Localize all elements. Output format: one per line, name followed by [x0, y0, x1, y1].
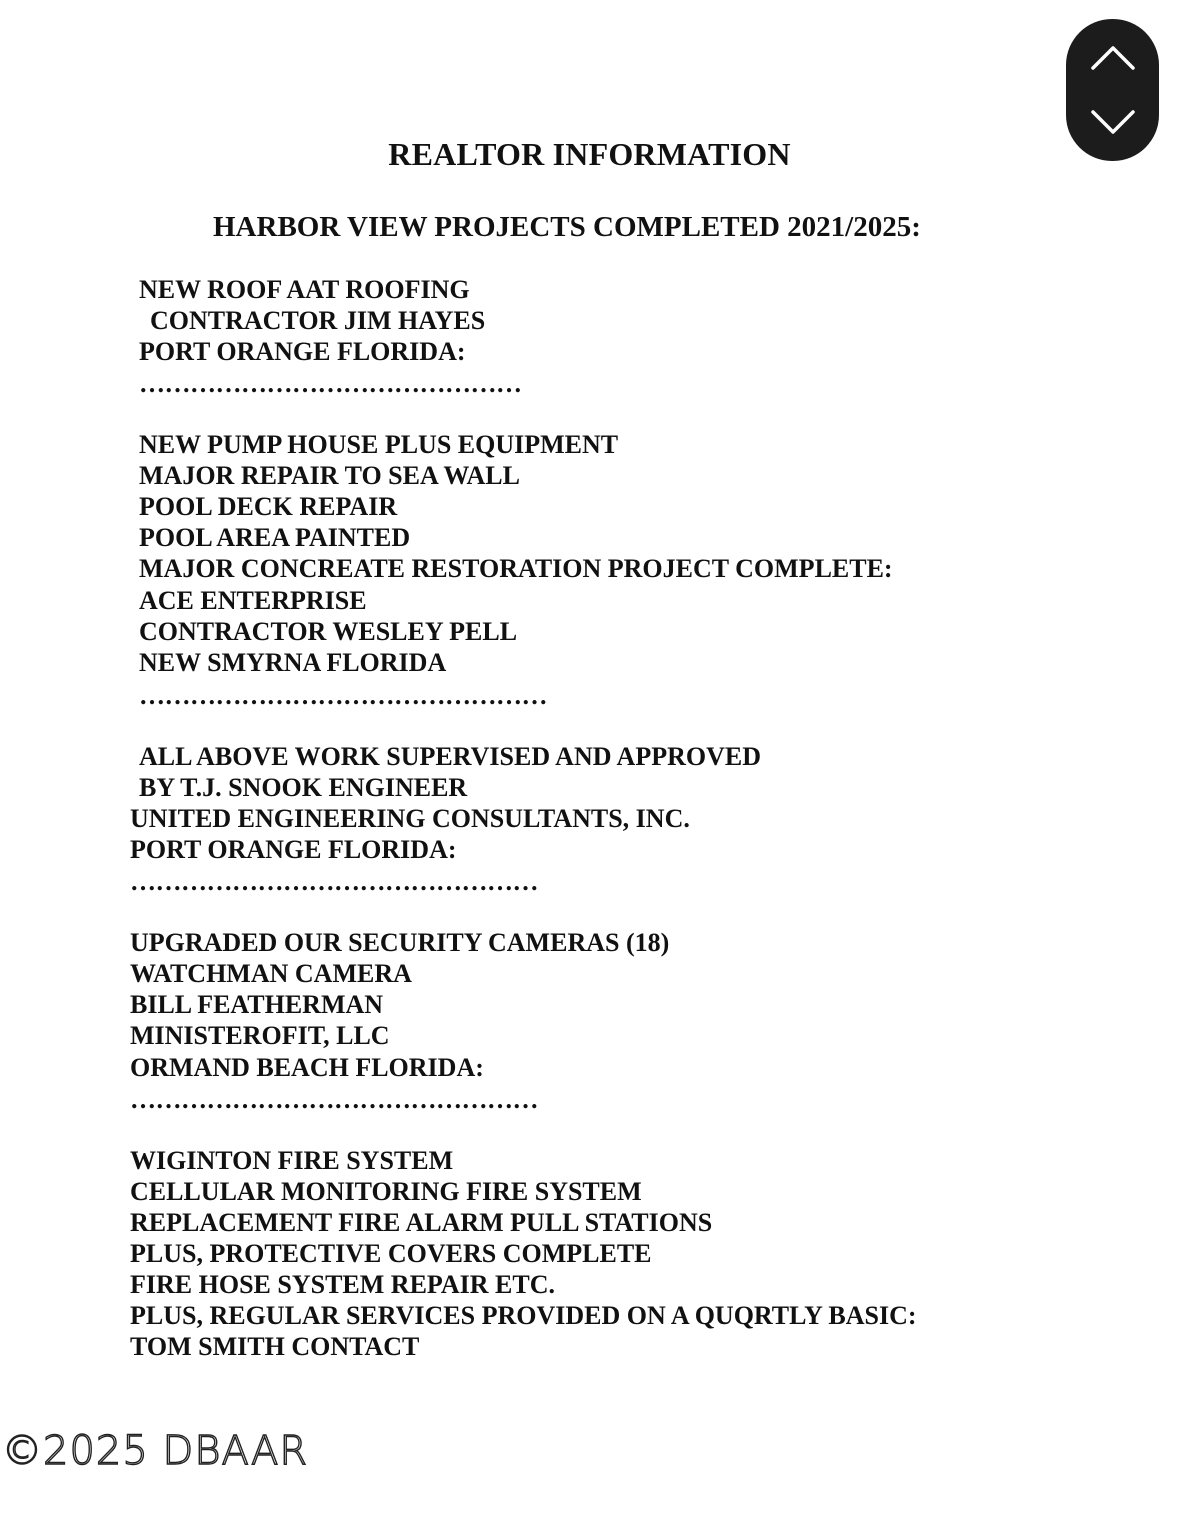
text-line: CELLULAR MONITORING FIRE SYSTEM — [130, 1177, 642, 1206]
dotted-separator: ……………………………………… — [139, 369, 522, 398]
text-line: TOM SMITH CONTACT — [130, 1332, 420, 1361]
text-line: MAJOR CONCREATE RESTORATION PROJECT COMPLETE: — [139, 554, 893, 583]
text-line: UNITED ENGINEERING CONSULTANTS, INC. — [130, 804, 690, 833]
text-line: PLUS, PROTECTIVE COVERS COMPLETE — [130, 1239, 652, 1268]
text-line: POOL DECK REPAIR — [139, 492, 398, 521]
text-line: ORMAND BEACH FLORIDA: — [130, 1053, 484, 1082]
text-line: PORT ORANGE FLORIDA: — [139, 337, 466, 366]
page-subtitle: HARBOR VIEW PROJECTS COMPLETED 2021/2025: — [213, 211, 921, 243]
text-line: WIGINTON FIRE SYSTEM — [130, 1146, 454, 1175]
dotted-separator: ………………………………………… — [139, 681, 547, 710]
text-line: POOL AREA PAINTED — [139, 523, 411, 552]
text-line: WATCHMAN CAMERA — [130, 959, 412, 988]
text-line: NEW PUMP HOUSE PLUS EQUIPMENT — [139, 430, 619, 459]
text-line: FIRE HOSE SYSTEM REPAIR ETC. — [130, 1270, 555, 1299]
text-line: REPLACEMENT FIRE ALARM PULL STATIONS — [130, 1208, 713, 1237]
text-line: ALL ABOVE WORK SUPERVISED AND APPROVED — [139, 742, 761, 771]
text-line: CONTRACTOR WESLEY PELL — [139, 617, 518, 646]
copyright-watermark: ©2025 DBAAR — [2, 1428, 309, 1474]
dotted-separator: ………………………………………… — [130, 867, 538, 896]
text-line: MINISTEROFIT, LLC — [130, 1021, 390, 1050]
previous-page-button[interactable] — [1066, 27, 1159, 87]
page-title: REALTOR INFORMATION — [388, 136, 791, 172]
text-line: BILL FEATHERMAN — [130, 990, 384, 1019]
text-line: ACE ENTERPRISE — [139, 586, 367, 615]
text-line: PLUS, REGULAR SERVICES PROVIDED ON A QUQRTLY BASIC: — [130, 1301, 917, 1330]
text-line: NEW ROOF AAT ROOFING — [139, 275, 470, 304]
text-line: PORT ORANGE FLORIDA: — [130, 835, 457, 864]
text-line: CONTRACTOR JIM HAYES — [150, 306, 486, 335]
text-line: NEW SMYRNA FLORIDA — [139, 648, 447, 677]
chevron-up-icon — [1089, 42, 1137, 72]
page-navigation-control — [1066, 19, 1159, 161]
text-line: MAJOR REPAIR TO SEA WALL — [139, 461, 520, 490]
dotted-separator: ………………………………………… — [130, 1085, 538, 1114]
next-page-button[interactable] — [1066, 93, 1159, 153]
chevron-down-icon — [1089, 108, 1137, 138]
text-line: UPGRADED OUR SECURITY CAMERAS (18) — [130, 928, 670, 957]
text-line: BY T.J. SNOOK ENGINEER — [139, 773, 468, 802]
